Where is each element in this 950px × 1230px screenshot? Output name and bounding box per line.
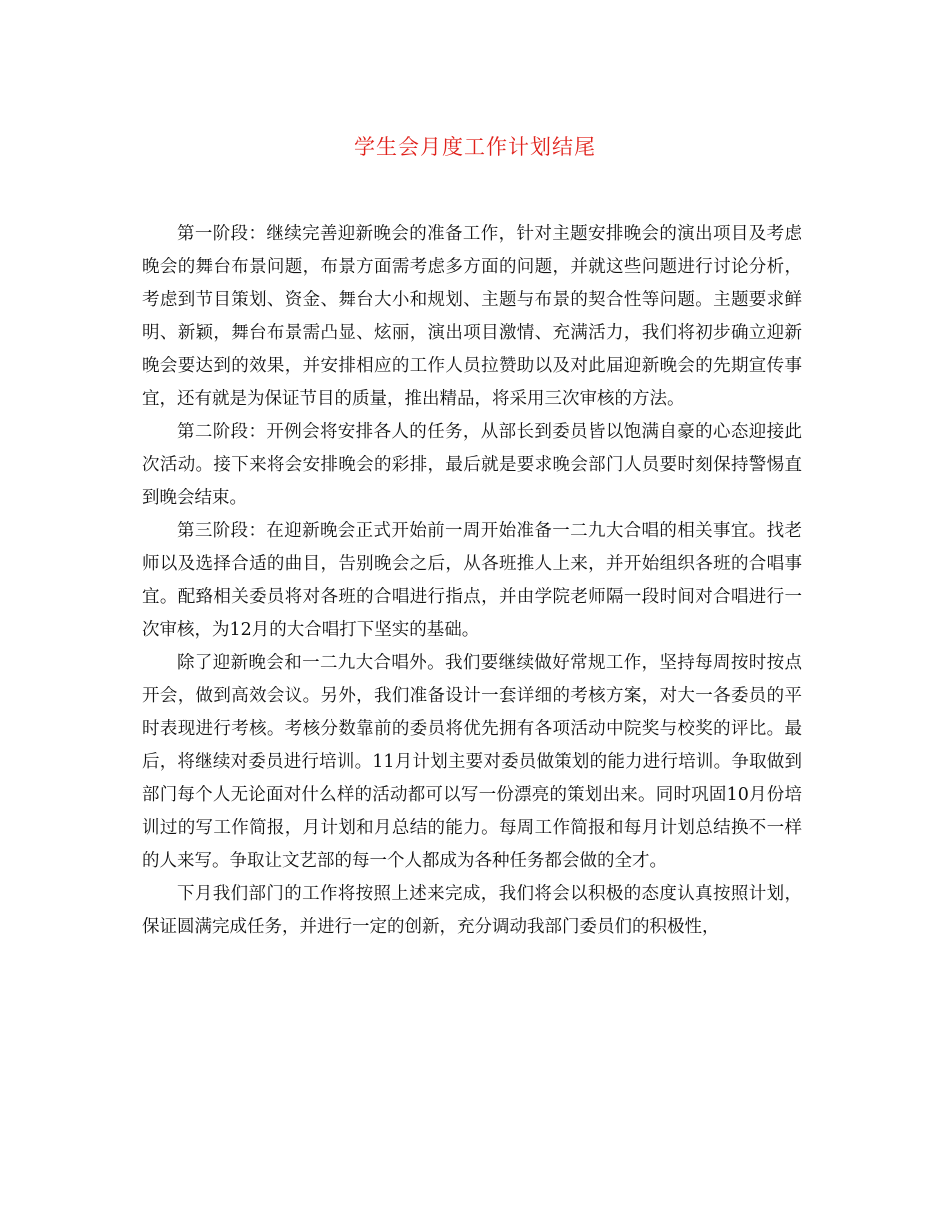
document-title: 学生会月度工作计划结尾 xyxy=(354,135,596,159)
document-body xyxy=(142,218,802,944)
paragraph-routine-work: 除了迎新晚会和一二九大合唱外。我们要继续做好常规工作，坚持每周按时按点开会，做到高效会议。另外，我们准备设计一套详细的考核方案，对大一各委员的平时表现进行考核。考核分数靠前的委员将优先拥有各项活动中院奖与校奖的评比。最后，将继续对委员进行培训。11月计划主要对委员做策划的能力进行培训。争取做到部门每个人无论面对什么样的活动都可以写一份漂亮的策划出来。同时巩固10月份培训过的写工作简报，月计划和月总结的能力。每周工作简报和每月计划总结换不一样的人来写。争取让文艺部的每一个人都成为各种任务都会做的全才。 xyxy=(142,653,802,871)
paragraph-stage-one: 第一阶段：继续完善迎新晚会的准备工作，针对主题安排晚会的演出项目及考虑晚会的舞台布景问题，布景方面需考虑多方面的问题，并就这些问题进行讨论分析，考虑到节目策划、资金、舞台大小和规划、主题与布景的契合性等问题。主题要求鲜明、新颖，舞台布景需凸显、炫丽，演出项目激情、充满活力，我们将初步确立迎新晚会要达到的效果，并安排相应的工作人员拉赞助以及对此届迎新晚会的先期宣传事宜，还有就是为保证节目的质量，推出精品，将采用三次审核的方法。 xyxy=(142,224,802,409)
paragraph-next-month: 下月我们部门的工作将按照上述来完成，我们将会以积极的态度认真按照计划，保证圆满完成任务，并进行一定的创新，充分调动我部门委员们的积极性， xyxy=(142,884,802,937)
paragraph-stage-two: 第二阶段：开例会将安排各人的任务，从部长到委员皆以饱满自豪的心态迎接此次活动。接下来将会安排晚会的彩排，最后就是要求晚会部门人员要时刻保持警惕直到晚会结束。 xyxy=(142,422,802,508)
paragraph-stage-three: 第三阶段：在迎新晚会正式开始前一周开始准备一二九大合唱的相关事宜。找老师以及选择合适的曲目，告别晚会之后，从各班推人上来，并开始组织各班的合唱事宜。配臵相关委员将对各班的合唱进行指点，并由学院老师隔一段时间对合唱进行一次审核，为12月的大合唱打下坚实的基础。 xyxy=(142,521,802,640)
